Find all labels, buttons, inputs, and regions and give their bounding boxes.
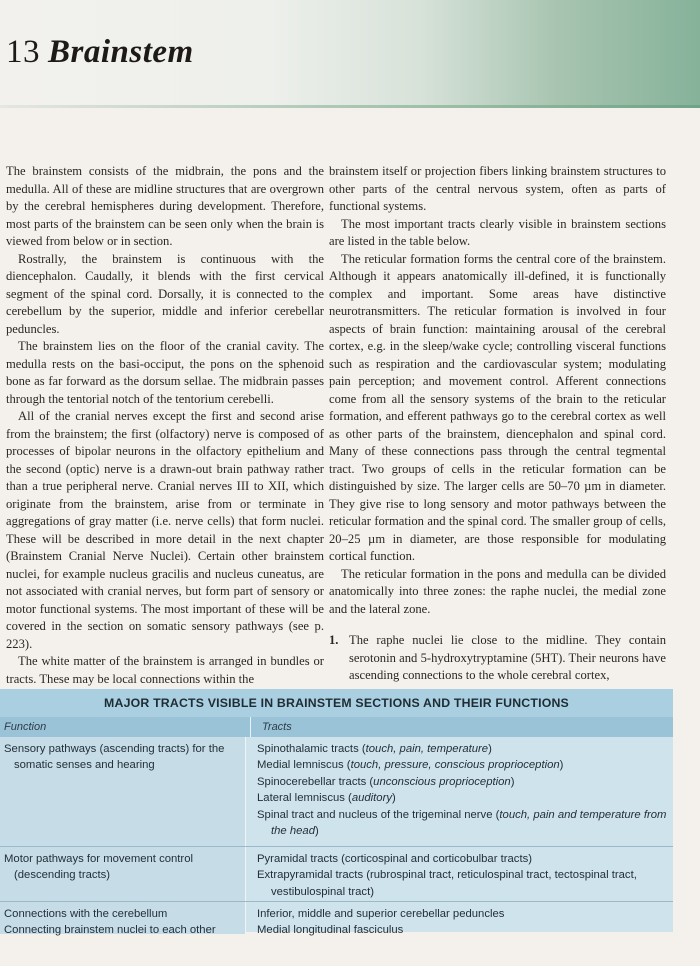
right-text-column — [329, 163, 666, 685]
paragraph: The brainstem lies on the floor of the cranial cavity. The medulla rests on the basi-occiput, the pons on the sphenoid bone as far forward as the dorsum sellae. The midbrain passes through the tentorial notch of the tentorium cerebelli. — [6, 339, 324, 406]
header-rule — [0, 105, 700, 108]
list-item-text: The raphe nuclei lie close to the midline. They contain serotonin and 5-hydroxytryptamine (5HT). Their neurons have ascending connections to the whole cerebral cortex, — [349, 633, 666, 682]
tract-entry: Spinocerebellar tracts (unconscious proprioception) — [257, 775, 515, 788]
function-text: Motor pathways for movement control (descending tracts) — [4, 853, 193, 882]
tract-detail: unconscious proprioception — [373, 775, 511, 788]
table-title: MAJOR TRACTS VISIBLE IN BRAINSTEM SECTIONS AND THEIR FUNCTIONS — [0, 689, 673, 717]
tract-name: Spinocerebellar tracts — [257, 775, 367, 788]
paragraph-continuation: brainstem itself or projection fibers linking brainstem structures to other parts of the central nervous system, often as parts of functional systems. — [329, 164, 666, 213]
tracts-cell — [246, 902, 673, 937]
function-text: Connections with the cerebellum — [4, 908, 168, 920]
function-cell — [0, 737, 246, 846]
column-header-function: Function — [0, 717, 251, 737]
tract-name: Spinothalamic tracts — [257, 743, 359, 755]
function-cell — [0, 847, 246, 901]
paragraph: The reticular formation forms the central core of the brainstem. Although it appears anatomically ill-defined, it is functionally complex and important. Some areas have distinctive neurotransmitters. The reticular formation is involved in four aspects of brain function: maintaining arousal of the cerebral cortex, e.g. in the sleep/wake cycle; controlling visceral functions such as respiration and the cardiovascular system; modulating pain perception; and movement control. Afferent connections come from all the sensory systems of the brain to the reticular formation, and efferent pathways go to the cerebral cortex as well as other parts of the brainstem, diencephalon and spinal cord. Many of these connections pass through the central tegmental tract. Two groups of cells in the reticular formation can be distinguished by size. The larger cells are 50–70 µm in diameter. They give rise to long sensory and motor pathways between the reticular formation and the spinal cord. The smaller group of cells, 20–25 µm in diameter, are those responsible for modulating cortical function. — [329, 251, 666, 563]
left-text-column — [6, 163, 324, 688]
paragraph: Rostrally, the brainstem is continuous with the diencephalon. Caudally, it blends with the first cervical segment of the spinal cord. Dorsally, it is connected to the cerebellum by the superior, middle and inferior cerebellar peduncles. — [6, 251, 324, 336]
chapter-number: 13 — [6, 34, 40, 70]
table-row — [0, 902, 673, 937]
chapter-header-band — [0, 0, 700, 108]
function-text: Sensory pathways (ascending tracts) for the somatic senses and hearing — [4, 743, 225, 772]
paragraph: The white matter of the brainstem is arranged in bundles or tracts. These may be local connections within the — [6, 654, 324, 686]
paragraph: All of the cranial nerves except the first and second arise from the brainstem; the first (olfactory) nerve is composed of processes of bipolar neurons in the olfactory epithelium and the second (optic) nerve is a drawn-out brain pathway rather than a true peripheral nerve. Cranial nerves III to XII, which originate from the brainstem, arise from or terminate in aggregations of gray matter (i.e. nerve cells) that form nuclei. These will be described in more detail in the next chapter (Brainstem Cranial Nerve Nuclei). Certain other brainstem nuclei, for example nucleus gracilis and nucleus cuneatus, are not associated with cranial nerves, but form part of sensory or motor functional systems. The most important of these will be covered in the section on somatic sensory pathways (see p. 223). — [6, 409, 324, 651]
chapter-title-text: Brainstem — [48, 34, 194, 70]
list-number: 1. — [329, 633, 339, 647]
chapter-title — [6, 34, 194, 71]
paragraph: The brainstem consists of the midbrain, the pons and the medulla. All of these are midline structures that are overgrown by the cerebral hemispheres during development. Therefore, most parts of the brainstem can be seen only when the brain is viewed from below or in section. — [6, 164, 324, 248]
tract-name: Spinal tract and nucleus of the trigeminal nerve — [257, 808, 493, 821]
tract-entry: Medial longitudinal fasciculus — [257, 924, 404, 937]
tract-entry: Spinothalamic tracts (touch, pain, temperature) — [257, 743, 492, 755]
table-row — [0, 847, 673, 902]
tracts-cell — [246, 847, 673, 901]
tract-name: Medial lemniscus — [257, 759, 344, 772]
tract-entry: Pyramidal tracts (corticospinal and corticobulbar tracts) — [257, 853, 532, 865]
tracts-cell — [246, 737, 673, 846]
tract-detail: touch, pressure, conscious proprioception — [350, 759, 560, 772]
table-header-row — [0, 717, 673, 737]
tract-detail: auditory — [351, 792, 393, 805]
tract-entry: Spinal tract and nucleus of the trigeminal nerve (touch, pain and temperature from the head) — [257, 808, 667, 838]
numbered-list-item — [329, 632, 666, 685]
column-header-tracts: Tracts — [262, 721, 292, 733]
table-row — [0, 737, 673, 847]
paragraph: The most important tracts clearly visible in brainstem sections are listed in the table below. — [329, 216, 666, 248]
paragraph: The reticular formation in the pons and medulla can be divided anatomically into three zones: the raphe nuclei, the medial zone and the lateral zone. — [329, 566, 666, 616]
tract-detail: touch, pain and temperature from the head — [271, 808, 667, 838]
tract-entry: Extrapyramidal tracts (rubrospinal tract, reticulospinal tract, tectospinal tract, vestibulospinal tract) — [257, 869, 637, 898]
tract-entry: Inferior, middle and superior cerebellar peduncles — [257, 908, 505, 920]
tract-entry: Medial lemniscus (touch, pressure, conscious proprioception) — [257, 759, 564, 772]
tracts-table — [0, 689, 673, 937]
tract-name: Lateral lemniscus — [257, 792, 345, 805]
tract-detail: touch, pain, temperature — [365, 743, 489, 755]
function-text: Connecting brainstem nuclei to each other — [4, 924, 216, 937]
function-cell — [0, 902, 246, 937]
tract-entry: Lateral lemniscus (auditory) — [257, 792, 396, 805]
